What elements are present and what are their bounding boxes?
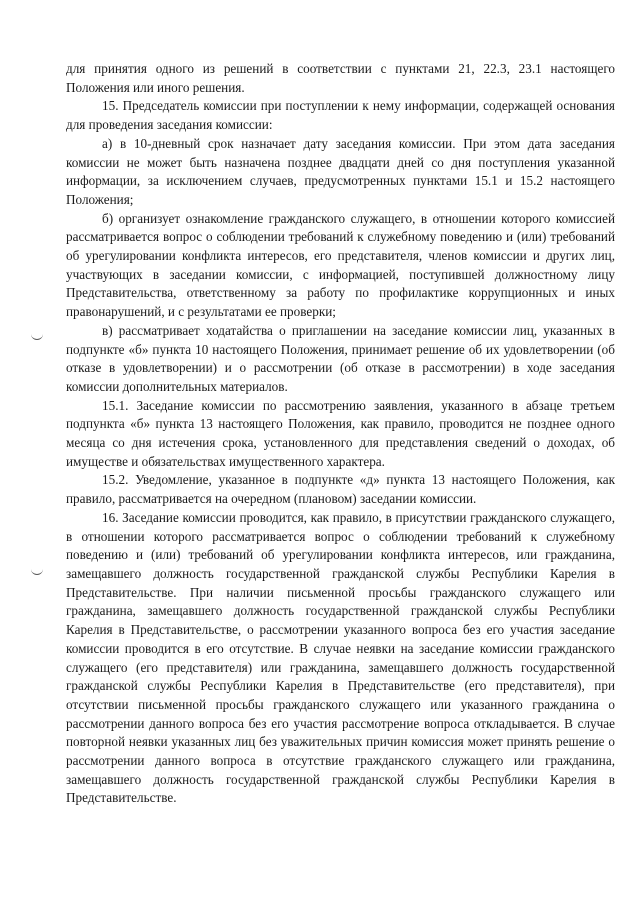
document-body bbox=[66, 60, 615, 808]
paragraph-item-15-2: 15.2. Уведомление, указанное в подпункте «д» пункта 13 настоящего Положения, как правило, рассматривается на очередном (плановом) заседании комиссии. bbox=[66, 472, 615, 507]
paragraph-subitem-v: в) рассматривает ходатайства о приглашении на заседание комиссии лиц, указанных в подпункте «б» пункта 10 настоящего Положения, принимает решение об их удовлетворении (об отказе в удовлетворении) и о рассмотрении (об отказе в рассмотрении) в ходе заседания комиссии дополнительных материалов. bbox=[66, 322, 615, 394]
paragraph-item-15: 15. Председатель комиссии при поступлении к нему информации, содержащей основания для проведения заседания комиссии: bbox=[66, 98, 615, 133]
margin-pencil-mark bbox=[31, 333, 43, 340]
paragraph-subitem-a: а) в 10-дневный срок назначает дату заседания комиссии. При этом дата заседания комиссии не может быть назначена позднее двадцати дней со дня поступления указанной информации, за исключением случаев, предусмотренных пунктами 15.1 и 15.2 настоящего Положения; bbox=[66, 135, 615, 207]
paragraph-item-16: 16. Заседание комиссии проводится, как правило, в присутствии гражданского служащего, в отношении которого рассматривается вопрос о соблюдении требований к служебному поведению и (или) требований об урегулировании конфликта интересов, или гражданина, замещавшего должность государственной гражданской службы Республики Карелия в Представительстве. При наличии письменной просьбы гражданского служащего или гражданина, замещавшего должность государственной гражданской службы Республики Карелия в Представительстве, о рассмотрении указанного вопроса без его участия заседание комиссии проводится в его отсутствие. В случае неявки на заседание комиссии гражданского служащего (его представителя) или гражданина, замещавшего должность государственной гражданской службы Республики Карелия в Представительстве (его представителя), при отсутствии письменной просьбы гражданского служащего или указанного гражданина о рассмотрении данного вопроса без его участия рассмотрение вопроса откладывается. В случае повторной неявки указанных лиц без уважительных причин комиссия может принять решение о рассмотрении данного вопроса в отсутствие гражданского служащего или гражданина, замещавшего должность государственной гражданской службы Республики Карелия в Представительстве. bbox=[66, 509, 615, 806]
margin-pencil-mark bbox=[31, 568, 43, 575]
paragraph-continuation: для принятия одного из решений в соответствии с пунктами 21, 22.3, 23.1 настоящего Положения или иного решения. bbox=[66, 61, 615, 95]
paragraph-item-15-1: 15.1. Заседание комиссии по рассмотрению заявления, указанного в абзаце третьем подпункта «б» пункта 13 настоящего Положения, как правило, проводится не позднее одного месяца со дня истечения срока, установленного для представления сведений о доходах, об имуществе и обязательствах имущественного характера. bbox=[66, 397, 615, 469]
paragraph-subitem-b: б) организует ознакомление гражданского служащего, в отношении которого комиссией рассматривается вопрос о соблюдении требований к служебному поведению и (или) требований об урегулировании конфликта интересов, его представителя, членов комиссии и других лиц, участвующих в заседании комиссии, с информацией, поступившей должностному лицу Представительства, ответственному за работу по профилактике коррупционных и иных правонарушений, и с результатами ее проверки; bbox=[66, 210, 615, 320]
